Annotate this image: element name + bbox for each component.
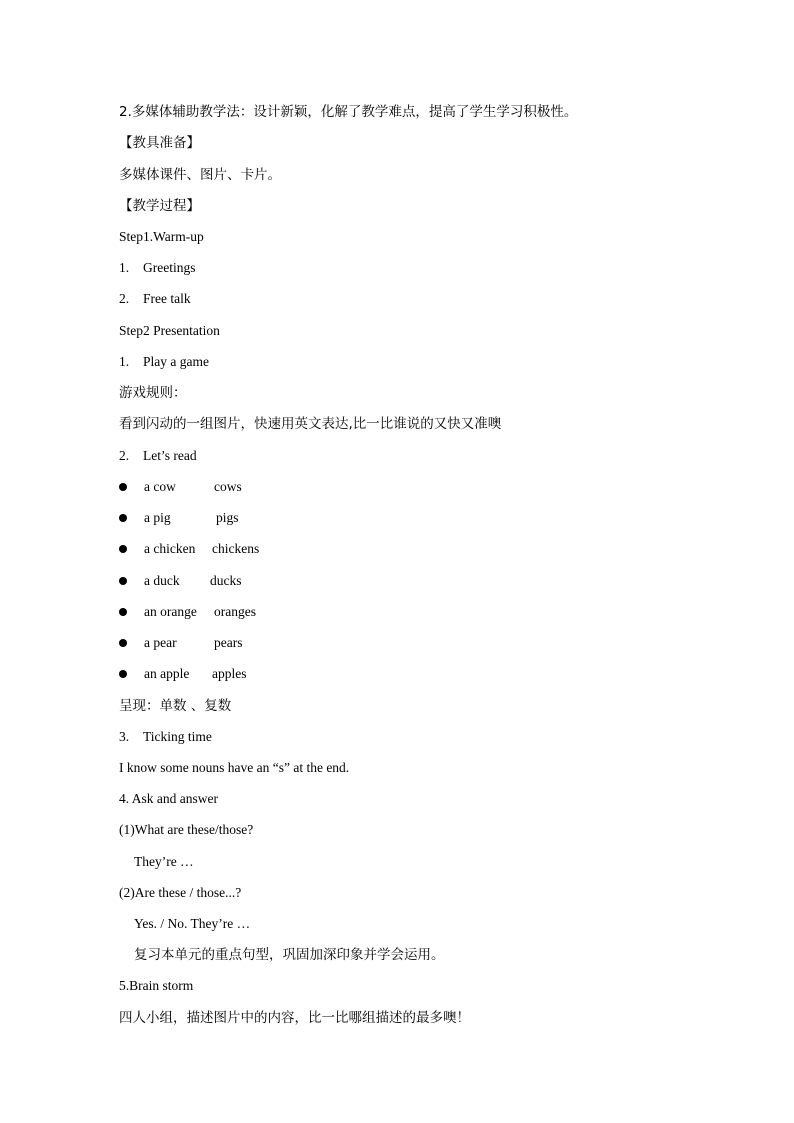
ticking-time-sentence: I know some nouns have an “s” at the end. xyxy=(119,760,350,775)
step1-item-1 xyxy=(119,259,195,277)
answer-1: They’re … xyxy=(134,854,194,869)
singular-word: a pig xyxy=(144,510,171,525)
item-number: 3. xyxy=(119,729,130,744)
item-text: Play a game xyxy=(143,354,209,369)
question-2: (2)Are these / those...? xyxy=(119,885,242,900)
word-pair-row xyxy=(119,572,242,590)
step2-item-1 xyxy=(119,353,209,371)
method-multimedia-line: 2.多媒体辅助教学法：设计新颖，化解了教学难点，提高了学生学习积极性。 xyxy=(119,104,578,120)
section-heading-process: 【教学过程】 xyxy=(119,198,200,214)
word-pair-row xyxy=(119,478,242,496)
item-number: 2. xyxy=(119,448,130,463)
singular-word: a pear xyxy=(144,635,177,650)
singular-word: a chicken xyxy=(144,541,196,556)
group-activity-text: 四人小组，描述图片中的内容，比一比哪组描述的最多噢！ xyxy=(119,1010,470,1026)
bullet-dot-icon xyxy=(119,670,127,678)
step2-heading: Step2 Presentation xyxy=(119,323,220,338)
singular-word: a duck xyxy=(144,573,180,588)
plural-word: ducks xyxy=(210,573,242,588)
plural-word: apples xyxy=(212,666,247,681)
presentation-note: 呈现：单数 、复数 xyxy=(119,698,232,714)
step1-item-2 xyxy=(119,290,191,308)
word-pair-row xyxy=(119,540,259,558)
item-number: 2. xyxy=(119,291,130,306)
bullet-dot-icon xyxy=(119,483,127,491)
singular-word: a cow xyxy=(144,479,176,494)
step2-item-2 xyxy=(119,447,197,465)
singular-word: an orange xyxy=(144,604,197,619)
item-number: 1. xyxy=(119,260,130,275)
bullet-dot-icon xyxy=(119,545,127,553)
item-text: Free talk xyxy=(143,291,191,306)
bullet-dot-icon xyxy=(119,608,127,616)
word-pair-row xyxy=(119,634,242,652)
word-pair-row xyxy=(119,509,239,527)
plural-word: pigs xyxy=(216,510,239,525)
plural-word: chickens xyxy=(212,541,260,556)
item-number: 1. xyxy=(119,354,130,369)
game-rules-text: 看到闪动的一组图片，快速用英文表达,比一比谁说的又快又准噢 xyxy=(119,416,502,432)
bullet-dot-icon xyxy=(119,639,127,647)
materials-list: 多媒体课件、图片、卡片。 xyxy=(119,167,281,183)
singular-word: an apple xyxy=(144,666,190,681)
item-text: Ticking time xyxy=(143,729,212,744)
step2-item-4: 4. Ask and answer xyxy=(119,791,218,806)
game-rules-label: 游戏规则： xyxy=(119,385,187,401)
step2-item-5: 5.Brain storm xyxy=(119,978,194,993)
section-heading-materials: 【教具准备】 xyxy=(119,135,200,151)
step1-heading: Step1.Warm-up xyxy=(119,229,204,244)
question-1: (1)What are these/those? xyxy=(119,822,254,837)
plural-word: oranges xyxy=(214,604,256,619)
item-text: Greetings xyxy=(143,260,196,275)
bullet-dot-icon xyxy=(119,514,127,522)
plural-word: cows xyxy=(214,479,242,494)
review-note: 复习本单元的重点句型，巩固加深印象并学会运用。 xyxy=(134,947,445,963)
word-pair-row xyxy=(119,603,256,621)
bullet-dot-icon xyxy=(119,577,127,585)
answer-2: Yes. / No. They’re … xyxy=(134,916,251,931)
word-pair-row xyxy=(119,665,247,683)
step2-item-3 xyxy=(119,728,212,746)
plural-word: pears xyxy=(214,635,243,650)
item-text: Let’s read xyxy=(143,448,197,463)
